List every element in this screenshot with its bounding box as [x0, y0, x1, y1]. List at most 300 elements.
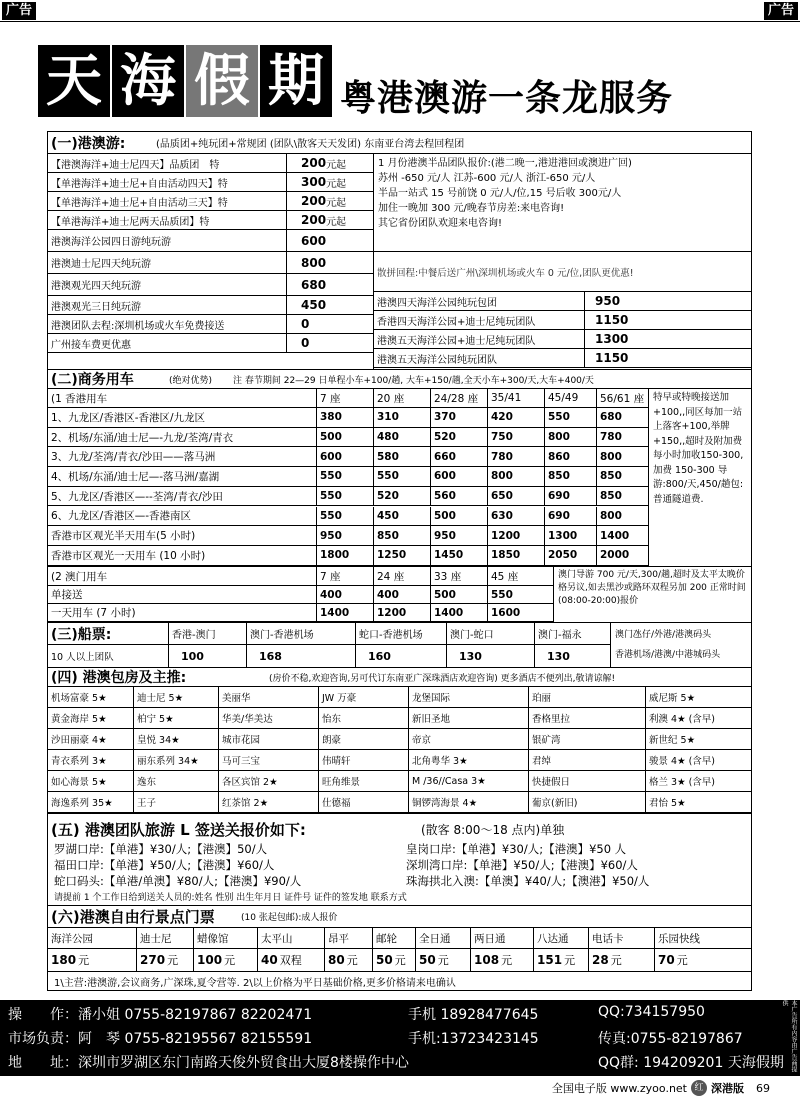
- ticket-attraction: 迪士尼: [136, 928, 193, 948]
- ticket-price: [533, 949, 588, 971]
- col-header: 7 座: [316, 389, 373, 407]
- product-price: [286, 211, 373, 229]
- section-2-title: (二)商务用车: [51, 372, 134, 388]
- price-value: 450: [301, 298, 327, 312]
- ticket-price: [48, 949, 136, 971]
- price-cell: 560: [430, 487, 487, 506]
- ticket-price-unit: 元: [610, 954, 622, 967]
- team-row: [374, 292, 752, 311]
- price-value: 200: [301, 156, 327, 170]
- ticket-attraction: 电话卡: [588, 928, 654, 948]
- table-row: [48, 586, 553, 604]
- product-name: 港澳观光四天纯玩游: [51, 281, 141, 292]
- hotel-cell: 王子: [133, 792, 218, 812]
- price-value: 800: [301, 255, 327, 270]
- hotel-cell: 银矿湾: [528, 729, 645, 749]
- hk-title: (1 香港用车: [51, 392, 108, 405]
- hotel-cell: 怡东: [318, 708, 408, 728]
- price-cell: 1800: [316, 546, 373, 565]
- price-cell: 850: [596, 467, 648, 486]
- brand-char-2: 海: [112, 45, 184, 117]
- ticket-table: [48, 927, 751, 971]
- hotel-grid: [48, 687, 751, 813]
- price-unit: 元起: [326, 216, 347, 228]
- brand-char-3: 假: [186, 45, 258, 117]
- hotel-cell: 柏宁 5★: [133, 708, 218, 728]
- col-header: 45/49: [544, 389, 596, 407]
- ticket-price-value: 40: [261, 953, 278, 967]
- route-name: 1、九龙区/香港区-香港区/九龙区: [51, 411, 206, 424]
- col-header: 56/61 座: [596, 389, 648, 407]
- price-cell: 520: [373, 487, 430, 506]
- ticket-price: [372, 949, 415, 971]
- hotel-cell: 珀丽: [528, 687, 645, 707]
- hotel-cell: 仕德福: [318, 792, 408, 812]
- market-contact: 市场负责：阿 琴 0755-82195567 82155591: [8, 1031, 313, 1047]
- team-price: 950: [584, 292, 752, 310]
- ad-label-right: 广告: [764, 2, 798, 20]
- ticket-attraction: 太平山: [257, 928, 324, 948]
- hotel-cell: 华美/华美达: [218, 708, 318, 728]
- hotel-cell: 格兰 3★ (含早): [645, 771, 751, 791]
- ticket-attraction: 两日通: [470, 928, 533, 948]
- product-row: [48, 192, 373, 211]
- hotel-cell: 青衣系列 3★: [51, 756, 107, 767]
- price-cell: 690: [544, 507, 596, 526]
- product-row: [48, 334, 373, 353]
- col-header: 7 座: [316, 567, 373, 585]
- ferry-route: 澳门-蛇口: [446, 623, 534, 644]
- section-5-sub: (散客 8:00～18 点内)单独: [421, 822, 565, 837]
- hotel-cell: 伟晴轩: [318, 750, 408, 770]
- table-row: [48, 389, 648, 408]
- price-unit: 元起: [326, 159, 347, 171]
- route-name: 单接送: [51, 589, 83, 601]
- price-cell: 950: [430, 526, 487, 545]
- region-label: 深港版: [711, 1082, 744, 1095]
- route-name: 6、九龙区/香港区—-香港南区: [51, 510, 192, 523]
- ferry-price: 130: [446, 645, 534, 667]
- customs-note-row: [48, 889, 751, 904]
- ticket-price-unit: 元: [501, 954, 513, 967]
- ticket-price-value: 100: [197, 953, 223, 967]
- hotel-cell: 新世纪 5★: [645, 729, 751, 749]
- operation-contact: 操 作：潘小姐 0755-82197867 82202471: [8, 1007, 313, 1023]
- product-row: [48, 154, 373, 173]
- table-row: [48, 408, 648, 428]
- edition-label: 全国电子版 www.zyoo.net: [551, 1082, 687, 1095]
- ticket-price-unit: 双程: [279, 954, 302, 967]
- price-unit: 元起: [326, 178, 347, 190]
- hotel-cell: 葡京(新旧): [528, 792, 645, 812]
- table-row: [48, 526, 648, 546]
- hk-car-table: [48, 389, 648, 566]
- hotel-cell: M /36//Casa 3★: [408, 771, 528, 791]
- hotel-cell: 帝京: [408, 729, 528, 749]
- team-price: 1300: [584, 330, 752, 348]
- hotel-cell: 红茶馆 2★: [218, 792, 318, 812]
- col-header: 20 座: [373, 389, 430, 407]
- price-cell: 550: [316, 507, 373, 526]
- hotel-cell: 铜锣湾海景 4★: [408, 792, 528, 812]
- product-name: 【单港海洋+迪士尼两天品质团】特: [51, 216, 210, 228]
- ticket-price-value: 28: [592, 953, 609, 967]
- qq-group: QQ群: 194209201 天海假期: [598, 1055, 784, 1071]
- quote-line: 加住一晚加 300 元/晚春节房差:来电咨询!: [378, 203, 565, 214]
- price-cell: 400: [316, 586, 373, 603]
- price-cell: 2050: [544, 546, 596, 565]
- team-name: 港澳四天海洋公园纯玩包团: [377, 297, 497, 309]
- product-price: [286, 230, 373, 251]
- table-row: [48, 487, 648, 507]
- section-2-header: [48, 369, 751, 389]
- price-cell: 310: [373, 408, 430, 427]
- team-price: 1150: [584, 349, 752, 367]
- price-cell: 800: [544, 428, 596, 447]
- hotel-cell: 旺角维景: [318, 771, 408, 791]
- product-price: [286, 334, 373, 352]
- hotel-cell: JW 万豪: [318, 687, 408, 707]
- ticket-price: [415, 949, 470, 971]
- macau-car-table: [48, 566, 553, 622]
- ticket-price-unit: 元: [676, 954, 688, 967]
- product-price: [286, 252, 373, 273]
- hotel-cell: 丽东系列 34★: [133, 750, 218, 770]
- customs-left: 罗湖口岸:【单港】¥30/人;【港澳】50/人: [54, 842, 268, 856]
- hotel-row: [48, 708, 751, 729]
- hotel-cell: 朗豪: [318, 729, 408, 749]
- ferry-group: 10 人以上团队: [51, 652, 114, 663]
- hotel-cell: 黄金海岸 5★: [51, 714, 107, 725]
- price-cell: 660: [430, 447, 487, 466]
- main-content: [47, 131, 752, 991]
- operation-qq: QQ:734157950: [598, 1004, 705, 1020]
- price-cell: 750: [487, 428, 544, 447]
- hotel-cell: 皇悦 34★: [133, 729, 218, 749]
- product-row: [48, 274, 373, 296]
- price-cell: 420: [487, 408, 544, 427]
- ticket-price: [470, 949, 533, 971]
- section-4-title: (四) 港澳包房及主推:: [51, 670, 187, 686]
- price-cell: 780: [596, 428, 648, 447]
- ticket-price-unit: 元: [346, 954, 358, 967]
- hotel-cell: 新旧圣地: [408, 708, 528, 728]
- price-cell: 550: [487, 586, 553, 603]
- price-cell: 450: [373, 507, 430, 526]
- operation-mobile: 手机 18928477645: [408, 1007, 539, 1023]
- ticket-price: [257, 949, 324, 971]
- product-row: [48, 252, 373, 274]
- hotel-cell: 马可三宝: [218, 750, 318, 770]
- product-price: [286, 173, 373, 191]
- customs-row: [48, 841, 751, 857]
- macau-car-note: 澳门导游 700 元/天,300/趟,超时及太平太晚价格另议,如去黑沙或路环双程另加 200 正常时间(08:00-20:00)报价: [553, 566, 751, 622]
- ticket-price-value: 50: [419, 953, 436, 967]
- price-cell: 1400: [596, 526, 648, 545]
- price-cell: 800: [487, 467, 544, 486]
- ticket-price-value: 180: [51, 953, 77, 967]
- contact-footer: [0, 1000, 800, 1076]
- slogan: 粤港澳游一条龙服务: [340, 77, 674, 119]
- hotel-row: [48, 687, 751, 708]
- col-header: 24 座: [373, 567, 430, 585]
- section-3-ferry: [48, 622, 751, 667]
- price-cell: 500: [430, 586, 487, 603]
- price-cell: 680: [596, 408, 648, 427]
- table-row: [48, 567, 553, 586]
- remarks: 1\主营:港澳游,会议商务,广深珠,夏令营等. 2\以上价格为平日基础价格,更多价格请来电确认: [54, 978, 456, 989]
- hotel-row: [48, 792, 751, 813]
- hotel-cell: 机场富豪 5★: [51, 693, 107, 704]
- page-footer: [552, 1080, 770, 1096]
- scatter-text: 散拼回程:中餐后送广州\深圳机场或火车 0 元/位,团队更优惠!: [377, 267, 634, 279]
- price-cell: 550: [316, 487, 373, 506]
- ad-label-left: 广告: [2, 2, 36, 20]
- price-value: 200: [301, 194, 327, 208]
- price-cell: 1200: [487, 526, 544, 545]
- hotel-cell: 美丽华: [218, 687, 318, 707]
- price-cell: 600: [430, 467, 487, 486]
- market-mobile: 手机:13723423145: [408, 1031, 539, 1047]
- ticket-attraction: 全日通: [415, 928, 470, 948]
- footer-address: [8, 1052, 784, 1072]
- route-name: 香港市区观光一天用车 (10 小时): [51, 549, 206, 562]
- col-header: 24/28 座: [430, 389, 487, 407]
- ticket-price-value: 80: [328, 953, 345, 967]
- brand-char-1: 天: [38, 45, 110, 117]
- route-name: 4、机场/东涌/迪士尼—-落马洲/嘉湖: [51, 470, 220, 483]
- price-cell: 850: [596, 487, 648, 506]
- product-row: [48, 230, 373, 252]
- hk-car-note: 特早或特晚接送加+100,,同区每加一站上落客+100,举牌+150,,超时及附加费每小时加收150-300,加费 150-300 导游:800/天,450/趟包:普通隧道费.: [648, 389, 751, 566]
- product-price: [286, 274, 373, 295]
- ticket-price: [324, 949, 372, 971]
- section-5-title: (五) 港澳团队旅游 L 签送关报价如下:: [51, 820, 306, 839]
- price-value: 300: [301, 175, 327, 189]
- price-cell: 630: [487, 507, 544, 526]
- ferry-route: 澳门-福永: [534, 623, 610, 644]
- price-unit: 元起: [326, 197, 347, 209]
- footer-market: [8, 1028, 768, 1048]
- hotel-cell: 如心海景 5★: [51, 777, 107, 788]
- table-row: [48, 507, 648, 527]
- team-name: 港澳五天海洋公园+迪士尼纯玩团队: [377, 335, 536, 347]
- section-1-title: (一)港澳游:: [51, 135, 126, 152]
- ticket-price-unit: 元: [78, 954, 90, 967]
- ticket-attraction: 乐园快线: [654, 928, 751, 948]
- route-name: 3、九龙/荃湾/青衣/沙田——落马洲: [51, 451, 216, 464]
- section-6-title: (六)港澳自由行景点门票: [51, 908, 215, 926]
- ticket-price-unit: 元: [564, 954, 576, 967]
- footer-operation: [8, 1004, 768, 1024]
- price-cell: 2000: [596, 546, 648, 565]
- section-5: [48, 813, 751, 905]
- price-cell: 1450: [430, 546, 487, 565]
- ferry-price: 130: [534, 645, 610, 667]
- price-cell: 950: [316, 526, 373, 545]
- price-cell: 800: [596, 507, 648, 526]
- hotel-row: [48, 750, 751, 771]
- ferry-route: 蛇口-香港机场: [355, 623, 446, 644]
- ferry-price: 168: [246, 645, 355, 667]
- page-number: 69: [756, 1081, 770, 1095]
- table-row: [48, 428, 648, 448]
- section-3-title: (三)船票:: [51, 626, 112, 643]
- team-name: 港澳五天海洋公园纯玩团队: [377, 354, 497, 366]
- table-row: [48, 447, 648, 467]
- price-cell: 1400: [430, 604, 487, 621]
- hotel-cell: 快捷假日: [528, 771, 645, 791]
- section-1-team-table: [373, 292, 751, 369]
- section-1-product-table: [48, 154, 373, 369]
- hotel-cell: 骏景 4★ (含早): [645, 750, 751, 770]
- price-cell: 500: [316, 428, 373, 447]
- ticket-price-unit: 元: [224, 954, 236, 967]
- price-cell: 600: [316, 447, 373, 466]
- terminal-line: 澳门氹仔/外港/港澳码头: [615, 630, 712, 640]
- ticket-price-value: 50: [376, 953, 393, 967]
- hotel-row: [48, 729, 751, 750]
- customs-right: 深圳湾口岸:【单港】¥50/人;【港澳】¥60/人: [406, 858, 638, 872]
- product-price: [286, 296, 373, 314]
- route-name: 2、机场/东涌/迪士尼—-九龙/荃湾/青衣: [51, 431, 234, 444]
- route-name: 一天用车 (7 小时): [51, 607, 136, 619]
- product-name: 【单港海洋+迪士尼+自由活动三天】特: [51, 197, 228, 209]
- price-cell: 500: [430, 507, 487, 526]
- red-logo-icon: 红: [691, 1080, 707, 1096]
- section-2-advantage: (绝对优势): [169, 375, 213, 386]
- product-name: 【港澳海洋+迪士尼四天】品质团 特: [51, 159, 220, 171]
- hotel-cell: 君怡 5★: [645, 792, 751, 812]
- product-row: [48, 211, 373, 230]
- team-price: 1150: [584, 311, 752, 329]
- customs-right: 珠海拱北入澳:【单澳】¥40/人;【澳港】¥50/人: [406, 874, 650, 888]
- product-row: [48, 296, 373, 315]
- price-cell: 550: [316, 467, 373, 486]
- ticket-attraction: 八达通: [533, 928, 588, 948]
- price-cell: 380: [316, 408, 373, 427]
- product-name: 港澳团队去程:深圳机场或火车免费接送: [51, 320, 225, 332]
- product-row: [48, 173, 373, 192]
- price-cell: 550: [544, 408, 596, 427]
- product-name: 【单港海洋+迪士尼+自由活动四天】特: [51, 178, 228, 190]
- product-name: 广州接车费更优惠: [51, 339, 131, 351]
- ferry-terminals: [610, 623, 751, 667]
- section-4-header: [48, 667, 751, 687]
- price-cell: 1400: [316, 604, 373, 621]
- price-cell: 580: [373, 447, 430, 466]
- ticket-attraction: 蜡像馆: [193, 928, 257, 948]
- team-row: [374, 330, 752, 349]
- ferry-price: 160: [355, 645, 446, 667]
- section-2-note: 注 春节期间 22—29 日单程小车+100/趟, 大车+150/趟,全天小车+300/天,大车+400/天: [233, 375, 594, 386]
- ticket-attraction: 海洋公园: [51, 932, 93, 945]
- price-value: 0: [301, 317, 310, 331]
- price-cell: 850: [373, 526, 430, 545]
- team-row: [374, 311, 752, 330]
- ticket-price: [136, 949, 193, 971]
- quote-line: 1 月份港澳半品团队报价:(港二晚一,港进港回或澳进广回): [378, 158, 632, 169]
- hotel-cell: 威尼斯 5★: [645, 687, 751, 707]
- section-4-note: (房价不稳,欢迎咨询,另可代订东南亚广深珠酒店欢迎咨询) 更多酒店不便列出,敬请谅解!: [269, 673, 616, 684]
- hotel-cell: 北角粤华 3★: [408, 750, 528, 770]
- terminal-line: 香港机场/港澳/中港城码头: [615, 650, 721, 660]
- hotel-cell: 各区宾馆 2★: [218, 771, 318, 791]
- col-header: 45 座: [487, 567, 553, 585]
- product-price: [286, 192, 373, 210]
- top-rule: [0, 21, 800, 22]
- price-value: 600: [301, 233, 327, 248]
- product-name: 港澳迪士尼四天纯玩游: [51, 259, 151, 270]
- hotel-row: [48, 771, 751, 792]
- ferry-route-row: [48, 623, 610, 645]
- price-cell: 850: [544, 467, 596, 486]
- ticket-price-value: 270: [140, 953, 166, 967]
- hotel-cell: 海逸系列 35★: [51, 798, 113, 809]
- ferry-price-row: [48, 645, 610, 667]
- table-row: [48, 604, 553, 622]
- brand-char-4: 期: [260, 45, 332, 117]
- product-price: [286, 154, 373, 172]
- table-row: [48, 546, 648, 566]
- ticket-price-value: 108: [474, 953, 500, 967]
- ticket-price: [193, 949, 257, 971]
- hotel-cell: 沙田丽豪 4★: [51, 735, 107, 746]
- ferry-route: 澳门-香港机场: [246, 623, 355, 644]
- ticket-price-row: [48, 949, 751, 971]
- ticket-price-unit: 元: [394, 954, 406, 967]
- product-name: 港澳海洋公园四日游纯玩游: [51, 237, 171, 248]
- ticket-price-unit: 元: [167, 954, 179, 967]
- ticket-name-row: [48, 927, 751, 949]
- ticket-attraction: 昂平: [324, 928, 372, 948]
- price-cell: 520: [430, 428, 487, 447]
- brand-logo: [38, 45, 334, 117]
- table-row: [48, 467, 648, 487]
- customs-row: [48, 873, 751, 889]
- col-header: 35/41: [487, 389, 544, 407]
- hotel-cell: 香格里拉: [528, 708, 645, 728]
- price-cell: 370: [430, 408, 487, 427]
- price-cell: 1300: [544, 526, 596, 545]
- section-1-subtitle: (品质团+纯玩团+常规团 (团队\散客天天发团) 东南亚台湾去程回程团: [156, 139, 465, 150]
- section-6-sub: (10 张起包邮):成人报价: [241, 913, 338, 923]
- price-cell: 400: [373, 586, 430, 603]
- section-5-header: [48, 818, 751, 840]
- ticket-price: [588, 949, 654, 971]
- macau-title: (2 澳门用车: [51, 570, 108, 583]
- price-cell: 1850: [487, 546, 544, 565]
- price-cell: 1200: [373, 604, 430, 621]
- route-name: 香港市区观光半天用车(5 小时): [51, 530, 196, 543]
- col-header: 33 座: [430, 567, 487, 585]
- section-1-quote-note: [373, 154, 751, 252]
- ticket-price-unit: 元: [437, 954, 449, 967]
- price-cell: 1250: [373, 546, 430, 565]
- hotel-cell: 逸东: [133, 771, 218, 791]
- quote-line: 半品一站式 15 号前饶 0 元/人/位,15 号后收 300元/人: [378, 188, 622, 199]
- ticket-price-value: 70: [658, 953, 675, 967]
- quote-line: 苏州 -650 元/人 江苏-600 元/人 浙江-650 元/人: [378, 173, 596, 184]
- price-value: 680: [301, 277, 327, 292]
- product-price: [286, 315, 373, 333]
- hotel-cell: 利澳 4★ (含早): [645, 708, 751, 728]
- remarks-row: [48, 971, 751, 991]
- price-cell: 780: [487, 447, 544, 466]
- quote-line: 其它省份团队欢迎来电咨询!: [378, 218, 503, 229]
- customs-note: 请提前 1 个工作日给到送关人员的:姓名 性别 出生年月日 证件号 证件的签发地 联系方式: [54, 893, 407, 903]
- price-value: 0: [301, 336, 310, 350]
